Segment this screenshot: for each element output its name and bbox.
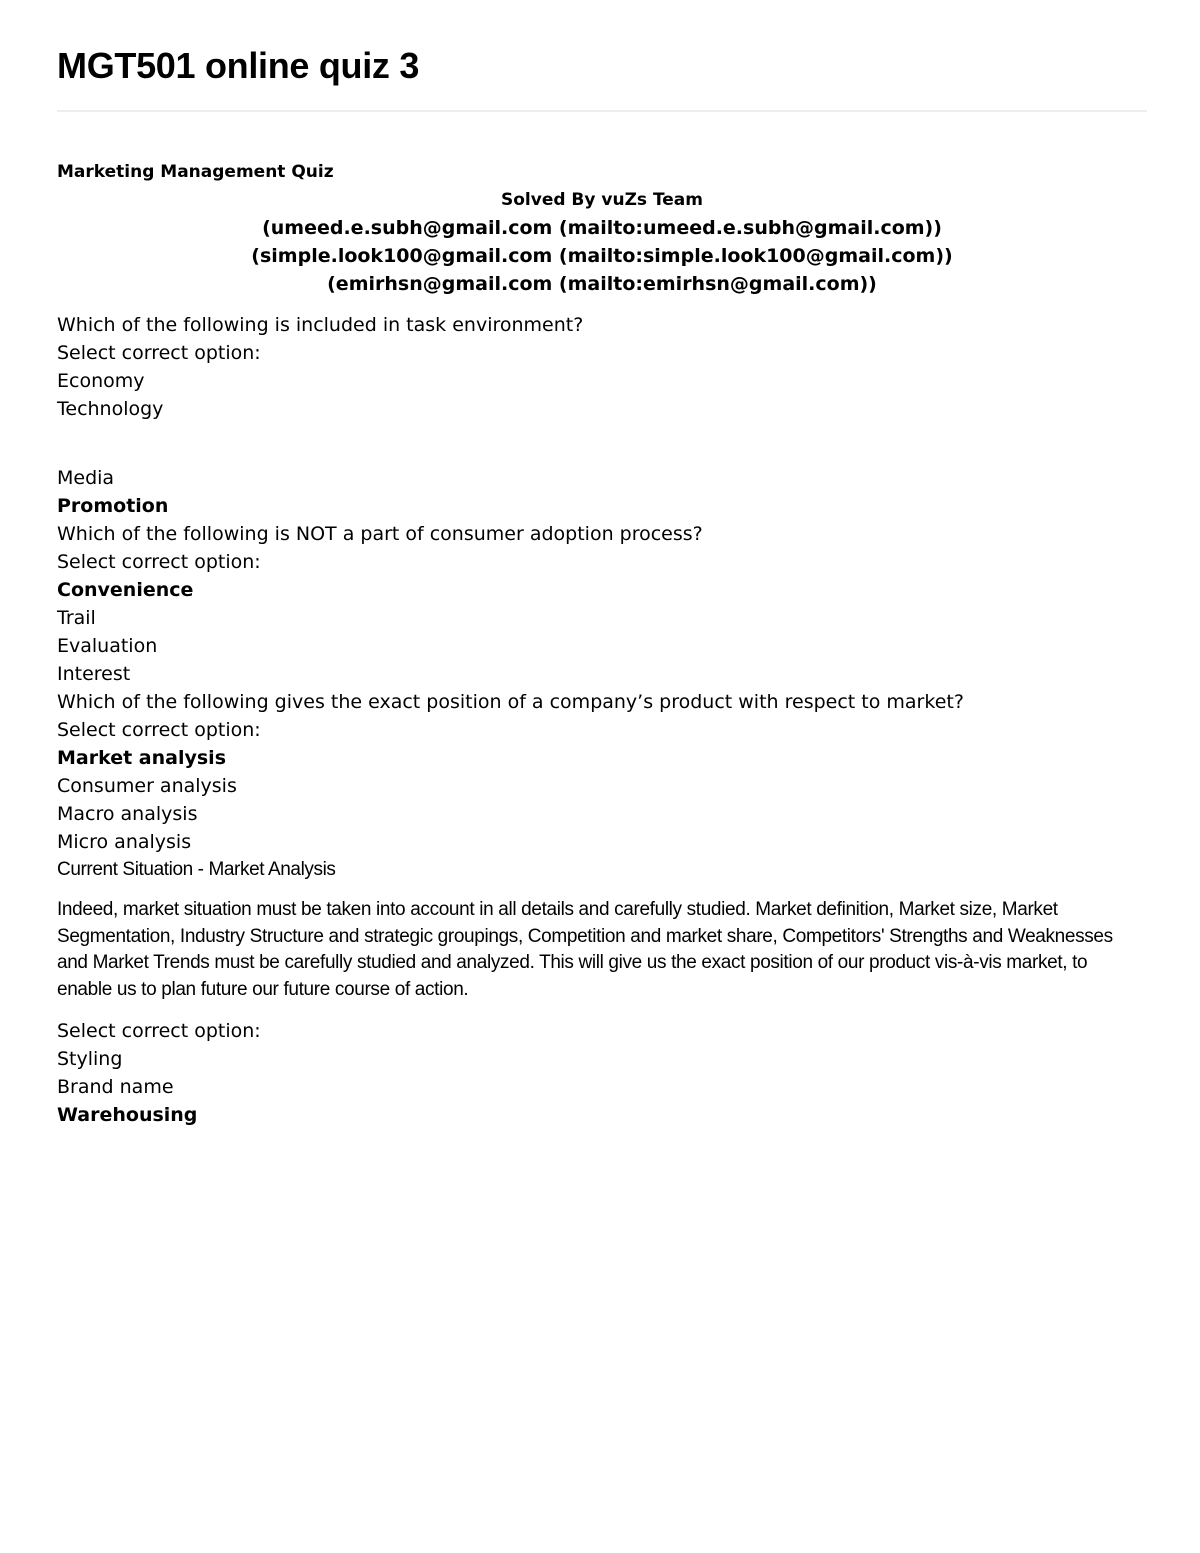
answer-option: Styling — [57, 1048, 123, 1070]
answer-option: Media — [57, 467, 115, 489]
correct-answer-option: Convenience — [57, 579, 194, 601]
answer-option: Macro analysis — [57, 803, 198, 825]
blank-gap — [57, 423, 1147, 464]
document-page — [57, 0, 1147, 1129]
answer-option: Trail — [57, 607, 96, 629]
answer-option: Economy — [57, 370, 145, 392]
answer-option: Interest — [57, 663, 131, 685]
answer-option: Micro analysis — [57, 831, 192, 853]
credits-block — [57, 186, 1147, 298]
select-option-prompt: Select correct option: — [57, 551, 261, 573]
question-text: Which of the following is NOT a part of consumer adoption process? — [57, 523, 703, 545]
select-option-prompt: Select correct option: — [57, 342, 261, 364]
questions-list — [57, 311, 1147, 1129]
quiz-heading: Marketing Management Quiz — [57, 162, 334, 182]
page-title: MGT501 online quiz 3 — [57, 45, 420, 86]
correct-answer-option: Warehousing — [57, 1104, 198, 1126]
reference-heading: Current Situation - Market Analysis — [57, 859, 336, 880]
answer-option: Technology — [57, 398, 164, 420]
question-text: Which of the following is included in task environment? — [57, 314, 584, 336]
select-option-prompt: Select correct option: — [57, 1020, 261, 1042]
question-text: Which of the following gives the exact position of a company’s product with respect to market? — [57, 691, 964, 713]
correct-answer-option: Promotion — [57, 495, 169, 517]
answer-option: Consumer analysis — [57, 775, 237, 797]
email-link[interactable]: (emirhsn@gmail.com (mailto:emirhsn@gmail.com)) — [327, 273, 877, 295]
answer-option: Evaluation — [57, 635, 158, 657]
explanation-paragraph: Indeed, market situation must be taken into account in all details and carefully studied. Market definition, Market size, Market Segmentation, Industry Structure and strategic groupings, Competition and market share, Competitors' Strengths and Weaknesses and Market Trends must be carefully studied and analyzed. This will give us the exact position of our product vis-à-vis market, to enable us to plan future our future course of action. — [57, 899, 1113, 1000]
solved-by-line: Solved By vuZs Team — [500, 190, 703, 210]
email-link[interactable]: (simple.look100@gmail.com (mailto:simple.look100@gmail.com)) — [251, 245, 953, 267]
correct-answer-option: Market analysis — [57, 747, 227, 769]
answer-option: Brand name — [57, 1076, 174, 1098]
select-option-prompt: Select correct option: — [57, 719, 261, 741]
title-divider — [57, 110, 1147, 112]
email-link[interactable]: (umeed.e.subh@gmail.com (mailto:umeed.e.subh@gmail.com)) — [262, 217, 942, 239]
